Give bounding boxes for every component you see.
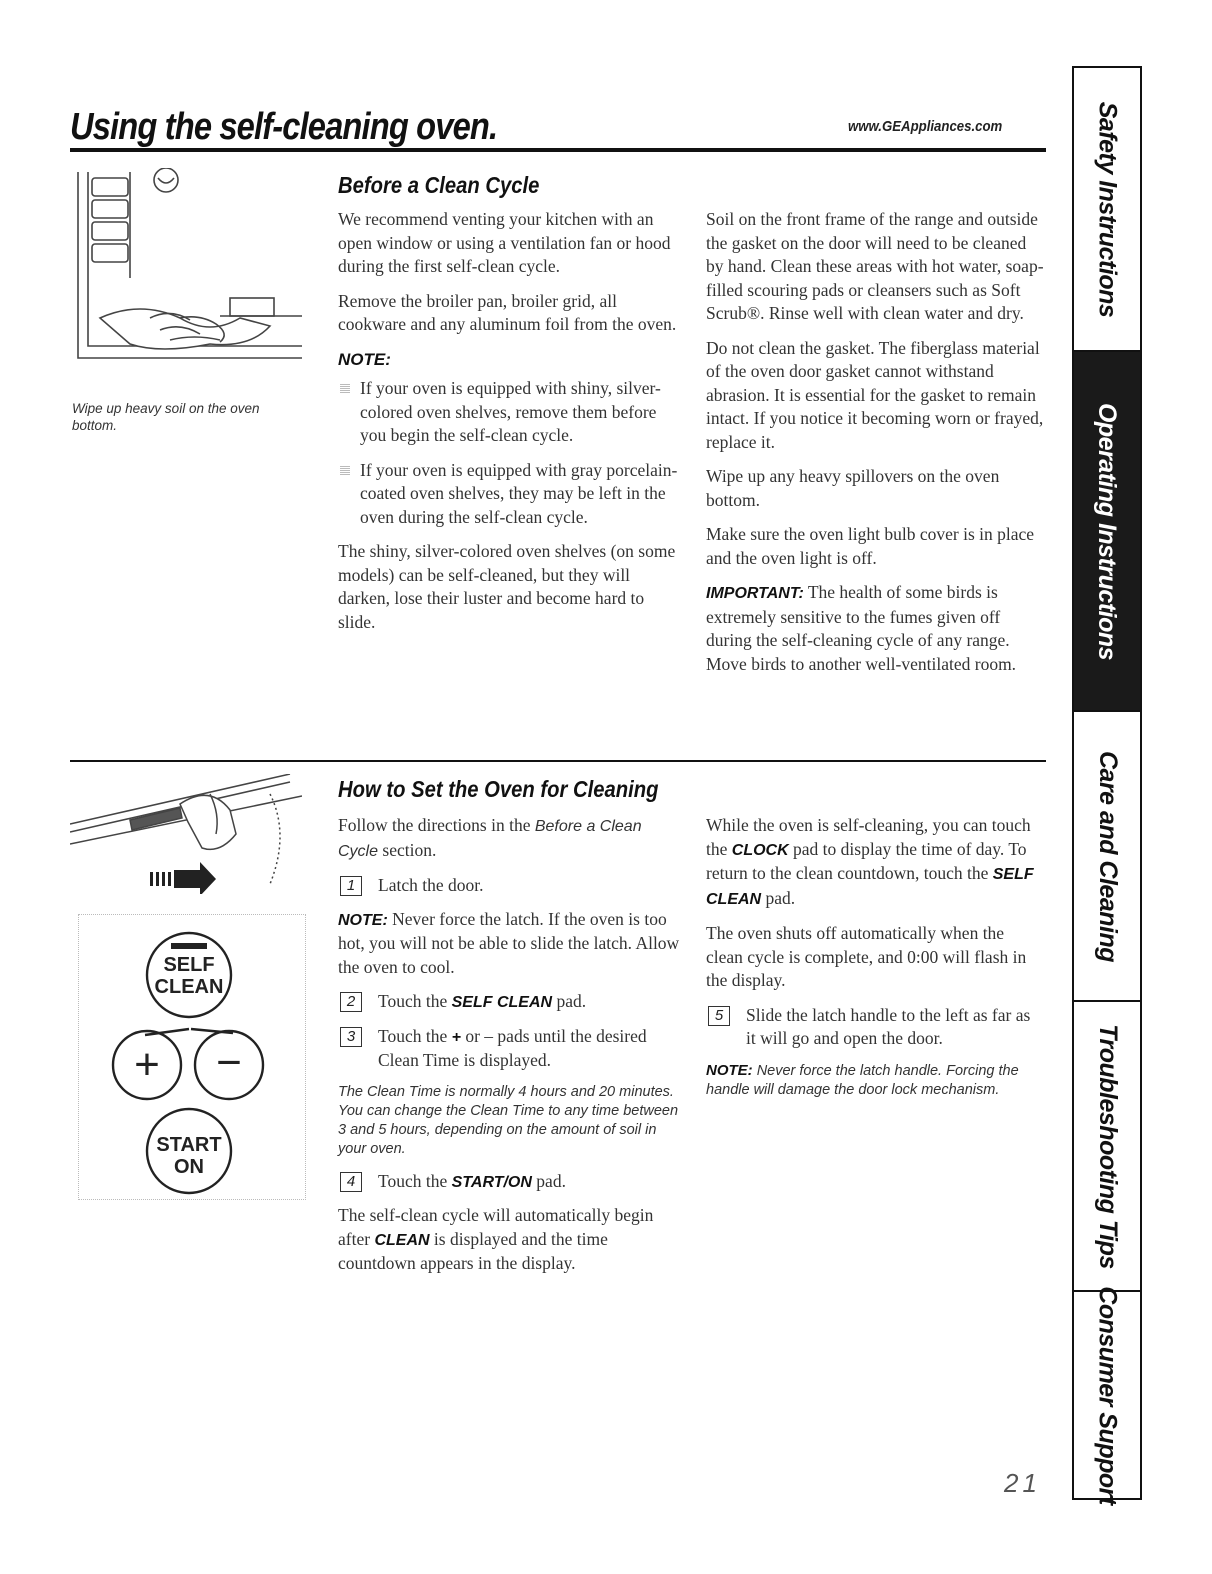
oven-wipe-illustration — [70, 168, 302, 386]
bullet-square-icon — [340, 465, 350, 475]
how-to-clean-column-2 — [706, 814, 1044, 1111]
start-pad-label: START — [156, 1134, 222, 1156]
control-panel-pads — [79, 915, 305, 1199]
self-pad-label: SELF — [163, 954, 215, 976]
paragraph: Do not clean the gasket. The fiberglass material of the oven door gasket cannot withstand abrasion. It is essential for the gasket to remain intact. If you notice it becoming worn or frayed, replace it. — [706, 337, 1044, 452]
minus-pad-label: − — [216, 1038, 242, 1087]
step-number-box: 3 — [340, 1027, 362, 1047]
important-paragraph: IMPORTANT: The health of some birds is extremely sensitive to the fumes given off during the self-cleaning cycle of any range. Move birds to another well-ventilated room. — [706, 582, 1017, 674]
latch-note: NOTE: Never force the latch handle. Forcing the handle will damage the door lock mechanism. — [706, 1061, 1019, 1098]
tab-safety-instructions[interactable]: Safety Instructions — [1074, 68, 1140, 352]
side-tab-navigation — [1072, 66, 1142, 1505]
control-panel-illustration — [78, 914, 306, 1200]
bullet-square-icon — [340, 383, 350, 393]
step-5: 5 Slide the latch handle to the left as far as it will go and open the door. — [706, 1004, 1044, 1051]
paragraph: Make sure the oven light bulb cover is in place and the oven light is off. — [706, 524, 1035, 568]
step-number-box: 2 — [340, 992, 362, 1012]
list-item: If your oven is equipped with shiny, silver-colored oven shelves, remove them before you begin the self-clean cycle. — [338, 377, 682, 448]
paragraph: The oven shuts off automatically when the clean cycle is complete, and 0:00 will flash in the display. — [706, 923, 1027, 990]
note-label: NOTE: — [338, 349, 391, 369]
clean-pad-label: CLEAN — [154, 976, 224, 998]
tab-consumer-support[interactable]: Consumer Support — [1093, 1285, 1122, 1505]
before-clean-column-1 — [338, 208, 682, 645]
plus-pad-label: + — [134, 1040, 160, 1089]
step-3: 3 Touch the + or – pads until the desired Clean Time is displayed. — [338, 1025, 682, 1073]
illustration-caption: Wipe up heavy soil on the oven bottom. — [72, 401, 260, 433]
list-item: If your oven is equipped with gray porcelain-coated oven shelves, they may be left in the oven during the self-clean cycle. — [338, 459, 682, 530]
tab-care-and-cleaning[interactable]: Care and Cleaning — [1074, 712, 1140, 1002]
step-4: 4 Touch the START/ON pad. — [338, 1170, 682, 1195]
paragraph: The shiny, silver-colored oven shelves (on some models) can be self-cleaned, but they will darken, lose their luster and become hard to slide. — [338, 541, 676, 632]
step-number-box: 4 — [340, 1172, 362, 1192]
section-heading-how-to-clean: How to Set the Oven for Cleaning — [338, 776, 659, 802]
tab-troubleshooting-tips[interactable]: Troubleshooting Tips — [1074, 1002, 1140, 1292]
tab-operating-instructions[interactable]: Operating Instructions — [1074, 352, 1140, 712]
important-label: IMPORTANT: — [706, 585, 804, 602]
website-url[interactable]: www.GEAppliances.com — [848, 118, 1003, 135]
step-number-box: 5 — [708, 1006, 730, 1026]
header-rule — [70, 148, 1046, 152]
paragraph: Soil on the front frame of the range and outside the gasket on the door will need to be cleaned by hand. Clean these areas with hot water, soap-filled scouring pads or cleansers such as Soft Scrub®. Rinse well with clean water and dry. — [706, 209, 1044, 323]
paragraph: Remove the broiler pan, broiler grid, all cookware and any aluminum foil from the oven. — [338, 290, 677, 334]
note-paragraph: NOTE: Never force the latch. If the oven is too hot, you will not be able to slide the latch. Allow the oven to cool. — [338, 908, 680, 977]
section-reference: Before a Clean Cycle — [338, 818, 642, 860]
before-clean-column-2 — [706, 208, 1044, 687]
paragraph: Follow the directions in the Before a Clean Cycle section. — [338, 815, 642, 860]
paragraph: Wipe up any heavy spillovers on the oven bottom. — [706, 466, 1000, 510]
section-divider — [70, 760, 1046, 762]
section-heading-before-clean: Before a Clean Cycle — [338, 172, 540, 198]
page-number: 21 — [1004, 1468, 1041, 1498]
clean-time-note: The Clean Time is normally 4 hours and 20 minutes. You can change the Clean Time to any time between 3 and 5 hours, depending on the amount of soil in your oven. — [338, 1083, 679, 1157]
on-pad-label: ON — [174, 1156, 204, 1178]
how-to-clean-column-1 — [338, 814, 682, 1287]
step-number-box: 1 — [340, 876, 362, 896]
paragraph: The self-clean cycle will automatically begin after CLEAN is displayed and the time countdown appears in the display. — [338, 1205, 654, 1273]
paragraph: While the oven is self-cleaning, you can touch the CLOCK pad to display the time of day. To return to the clean countdown, touch the SELF CLEAN pad. — [706, 815, 1034, 908]
door-latch-illustration — [70, 774, 302, 894]
paragraph: We recommend venting your kitchen with an open window or using a ventilation fan or hood during the first self-clean cycle. — [338, 209, 671, 276]
note-label: NOTE: — [338, 911, 388, 929]
note-label: NOTE: — [706, 1061, 753, 1079]
step-1: 1 Latch the door. — [338, 874, 682, 898]
step-2: 2 Touch the SELF CLEAN pad. — [338, 990, 682, 1015]
page-title: Using the self-cleaning oven. — [70, 106, 498, 148]
